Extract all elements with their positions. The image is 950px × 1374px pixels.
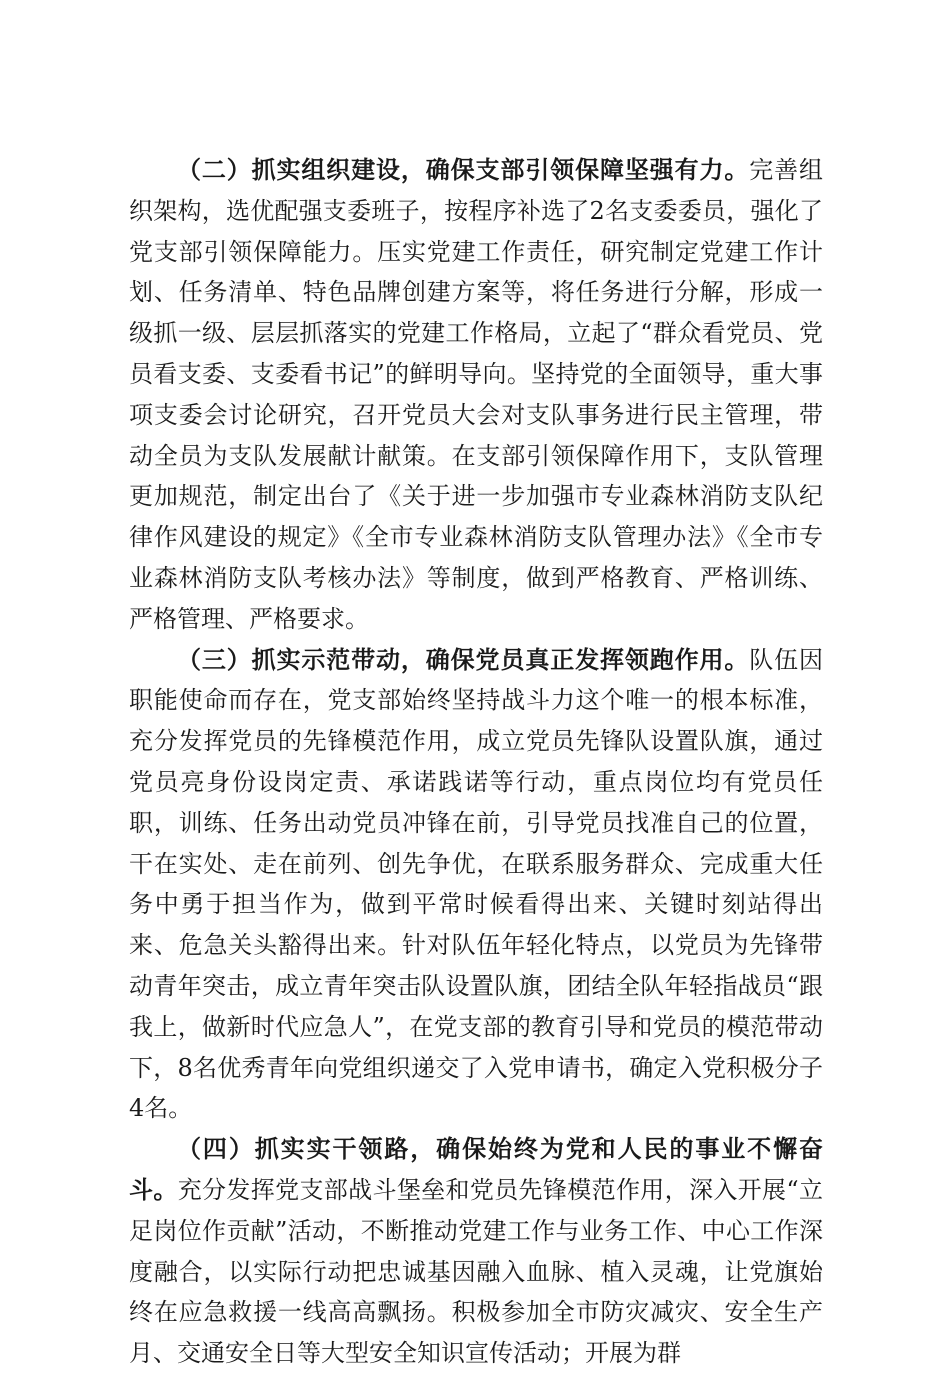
- paragraph-section-3: [129, 640, 823, 1130]
- document-body: [129, 150, 823, 1374]
- paragraph-section-2: [129, 150, 823, 640]
- section-heading-4: （四）抓实实干领路，确保始终为党和人民的事业不懈奋斗。: [129, 1134, 823, 1204]
- section-heading-3: （三）抓实示范带动，确保党员真正发挥领跑作用。: [177, 644, 750, 674]
- section-heading-2: （二）抓实组织建设，确保支部引领保障坚强有力。: [177, 155, 750, 184]
- paragraph-text-3: 队伍因职能使命而存在，党支部始终坚持战斗力这个唯一的根本标准，充分发挥党员的先锋模范作用，成立党员先锋队设置队旗，通过党员亮身份设岗定责、承诺践诺等行动，重点岗位均有党员任职，训练、任务出动党员冲锋在前，引导党员找准自己的位置，干在实处、走在前列、创先争优，在联系服务群众、完成重大任务中勇于担当作为，做到平常时候看得出来、关键时刻站得出来、危急关头豁得出来。针对队伍年轻化特点，以党员为先锋带动青年突击，成立青年突击队设置队旗，团结全队年轻指战员“跟我上，做新时代应急人”，在党支部的教育引导和党员的模范带动下，8名优秀青年向党组织递交了入党申请书，确定入党积极分子4名。: [129, 645, 824, 1123]
- paragraph-text-4: 充分发挥党支部战斗堡垒和党员先锋模范作用，深入开展“立足岗位作贡献”活动，不断推动党建工作与业务工作、中心工作深度融合，以实际行动把忠诚基因融入血脉、植入灵魂，让党旗始终在应急救援一线高高飘扬。积极参加全市防灾减灾、安全生产月、交通安全日等大型安全知识宣传活动；开展为群: [129, 1175, 823, 1368]
- paragraph-text-2: 完善组织架构，选优配强支委班子，按程序补选了2名支委委员，强化了党支部引领保障能力。压实党建工作责任，研究制定党建工作计划、任务清单、特色品牌创建方案等，将任务进行分解，形成一级抓一级、层层抓落实的党建工作格局，立起了“群众看党员、党员看支委、支委看书记”的鲜明导向。坚持党的全面领导，重大事项支委会讨论研究，召开党员大会对支队事务进行民主管理，带动全员为支队发展献计献策。在支部引领保障作用下，支队管理更加规范，制定出台了《关于进一步加强市专业森林消防支队纪律作风建设的规定》《全市专业森林消防支队管理办法》《全市专业森林消防支队考核办法》等制度，做到严格教育、严格训练、严格管理、严格要求。: [129, 156, 824, 633]
- paragraph-section-4: [129, 1129, 823, 1374]
